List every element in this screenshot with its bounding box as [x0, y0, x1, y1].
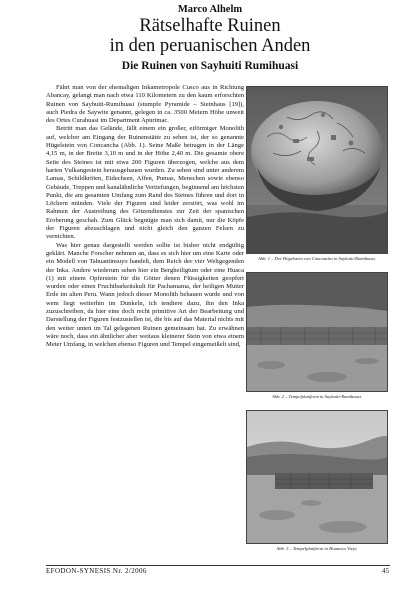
figure-2 — [246, 272, 388, 404]
title-line-2: in den peruanischen Anden — [109, 36, 311, 56]
article-body — [46, 84, 244, 562]
article-subtitle: Die Ruinen von Sayhuiti Rumihuasi — [121, 60, 299, 72]
journal-name: EFODON-SYNESIS Nr. 2/2006 — [46, 567, 147, 575]
body-paragraph: Was hier genau dargestellt werden sollte ist bisher nicht endgültig geklärt. Manche Forscher nehmen an, dass es sich hier um eine Karte oder ein Modell von Tahuantinsuyo handelt, dem Reich der vier Weltgegenden der Inka. Andere wiederum sehen hier ein Bergheiligtum oder eine Huaca (1) mit einem Opferstein für die Götter denen Flüssigkeiten geopfert wurden oder einen Fruchtbarkeitskult für Pachamama, der heiligen Mutter Erde im alten Peru. Wann jedoch dieser Monolith behauen wurde und von wem liegt weiterhin im Dunkeln, ich tendiere dazu, ihn den Inka zuzuschreiben, da hier eine doch recht primitive Art der Bearbeitung und Darstellung der Figuren festzustellen ist, die bis auf das Material nichts mit den weiter unten im Tal gelegenen Ruinen gemeinsam hat. Zu erwähnen wäre noch, dass ein ähnlicher aber weitaus kleinerer Stein von etwa einem Meter Umfang, in welchen ebenso Figuren und Tempel eingemeißelt sind, — [46, 241, 244, 349]
figure-1-caption: Abb. 1 – Der Hügelstein von Concancha in Sayhuiti-Rumihuasi. — [258, 256, 376, 261]
figure-3-caption: Abb. 3 – Tempelplattform in Huanuco Viejo. — [276, 546, 358, 551]
photo-temple-platform — [246, 272, 388, 392]
title-line-1: Rätselhafte Ruinen — [139, 16, 281, 36]
figure-3 — [246, 410, 388, 556]
body-paragraph: Betritt man das Gelände, fällt einem ein großer, eiförmiger Monolith auf, welcher am Eingang der Ruinenstätte zu sehen ist, der so genannte Hügelstein von Concancha (Abb. 1). Seine Maße betragen in der Länge 4,15 m, in der Breite 3,10 m und in der Höhe 2,40 m. Die gesamte obere Seite des Steines ist mit etwa 200 Figuren überzogen, welche aus dem harten Vulkangestein herausgehauen wurden. Zu sehen sind unter anderem Lamas, Schildkröten, Eidechsen, Affen, Pumas, Menschen sowie ebenso Gebäude, Treppen und kanalähnliche Vertiefungen, beginnend am höchsten Punkt, die am gesamten Umfang zum Rand des Steines führen und dort in Löchern münden. Viele der Figuren sind leider zerstört, was wohl im Rahmen der Austreibung des Götzendienstes zur Zeit der spanischen Eroberung geschah. Zum Glück begnügte man sich damit, nur die Köpfe der Figuren abzuschlagen und nicht gleich den ganzen Felsen zu vernichten. — [46, 125, 244, 241]
photo-monolith — [246, 86, 388, 254]
footer-rule — [46, 565, 390, 566]
body-paragraph: Fährt man von der ehemaligen Inkametropole Cusco aus in Richtung Abancay, gelangt man nach etwa 110 Kilometern zu den kaum erforschten Ruinen von Sayhuiti-Rumihuasi (stumpfe Pyramide – Steinhaus [19]), auch Piedra de Saywite genannt, gelegen in ca. 3500 Metern Höhe unweit des Ortes Curahuasi im Department Apurimac. — [46, 84, 244, 125]
photo-huanuco-viejo — [246, 410, 388, 544]
figure-2-caption: Abb. 2 – Tempelplattform in Sayhuiti-Rumihuasi. — [271, 394, 363, 399]
author-name: Marco Alhelm — [177, 4, 243, 15]
figure-1 — [246, 86, 388, 266]
page-number: 45 — [382, 567, 389, 575]
article-title — [0, 16, 420, 56]
